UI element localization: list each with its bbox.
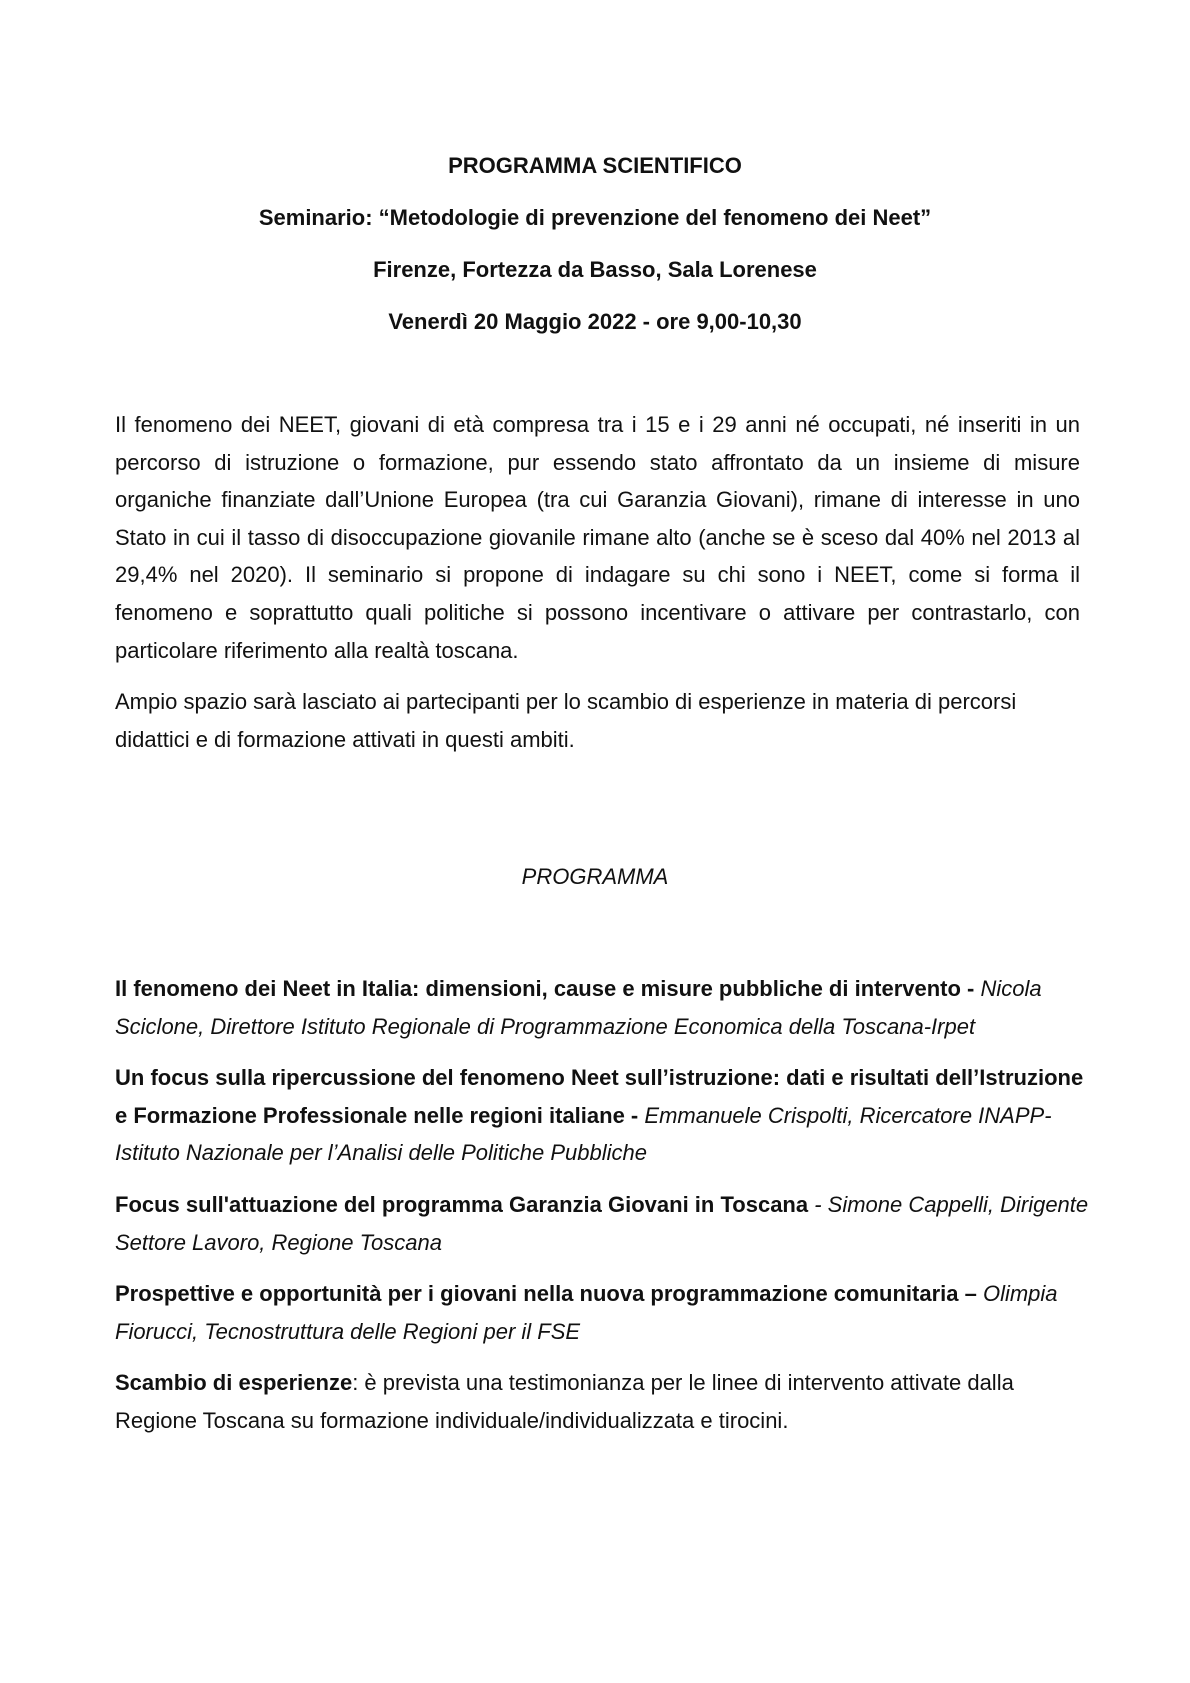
exchange-label: Scambio di esperienze: [115, 1370, 353, 1396]
event-date-time: Venerdì 20 Maggio 2022 - ore 9,00-10,30: [388, 309, 802, 334]
intro-section: [115, 406, 1080, 772]
program-item-4: [115, 1275, 1090, 1350]
program-item-2: [115, 1059, 1090, 1172]
document-header: [0, 140, 1190, 348]
program-item-topic: Focus sull'attuazione del programma Garanzia Giovani in Toscana: [115, 1191, 809, 1217]
exchange-text: : è prevista una testimonianza per le linee di intervento attivate dalla Regione Toscana su formazione individuale/individualizzata e tirocini.: [115, 1370, 1014, 1433]
program-item-speaker: Nicola Sciclone, Direttore Istituto Regionale di Programmazione Economica della Toscana-Irpet: [115, 976, 1042, 1039]
seminar-title: Seminario: “Metodologie di prevenzione del fenomeno dei Neet”: [258, 205, 932, 230]
event-location: Firenze, Fortezza da Basso, Sala Lorenese: [373, 257, 817, 282]
document-title: PROGRAMMA SCIENTIFICO: [448, 153, 742, 178]
program-item-speaker: Emmanuele Crispolti, Ricercatore INAPP-Istituto Nazionale per l’Analisi delle Politiche Pubbliche: [115, 1102, 1052, 1166]
program-item-1: [115, 970, 1090, 1045]
intro-paragraph-2: Ampio spazio sarà lasciato ai partecipanti per lo scambio di esperienze in materia di percorsi didattici e di formazione attivati in questi ambiti.: [115, 689, 1017, 752]
program-item-topic: Un focus sulla ripercussione del fenomeno Neet sull’istruzione: dati e risultati dell’Istruzione e Formazione Professionale nelle regioni italiane -: [115, 1065, 1084, 1128]
program-item-speaker: Olimpia Fiorucci, Tecnostruttura delle Regioni per il FSE: [115, 1281, 1058, 1344]
program-item-3: [115, 1186, 1090, 1261]
program-item-speaker: - Simone Cappelli, Dirigente Settore Lavoro, Regione Toscana: [115, 1191, 1089, 1255]
program-list: [115, 970, 1090, 1454]
program-item-topic: Il fenomeno dei Neet in Italia: dimensioni, cause e misure pubbliche di intervento -: [115, 976, 975, 1001]
program-heading: PROGRAMMA: [521, 864, 669, 889]
program-item-topic: Prospettive e opportunità per i giovani nella nuova programmazione comunitaria –: [115, 1281, 977, 1307]
intro-paragraph-1: Il fenomeno dei NEET, giovani di età compresa tra i 15 e i 29 anni né occupati, né inseriti in un percorso di istruzione o formazione, pur essendo stato affrontato da un insieme di misure organiche finanziate dall’Unione Europea (tra cui Garanzia Giovani), rimane di interesse in uno Stato in cui il tasso di disoccupazione giovanile rimane alto (anche se è sceso dal 40% nel 2013 al 29,4% nel 2020). Il seminario si propone di indagare su chi sono i NEET, come si forma il fenomeno e soprattutto quali politiche si possono incentivare o attivare per contrastarlo, con particolare riferimento alla realtà toscana.: [115, 412, 1080, 663]
program-item-exchange: [115, 1364, 1090, 1439]
